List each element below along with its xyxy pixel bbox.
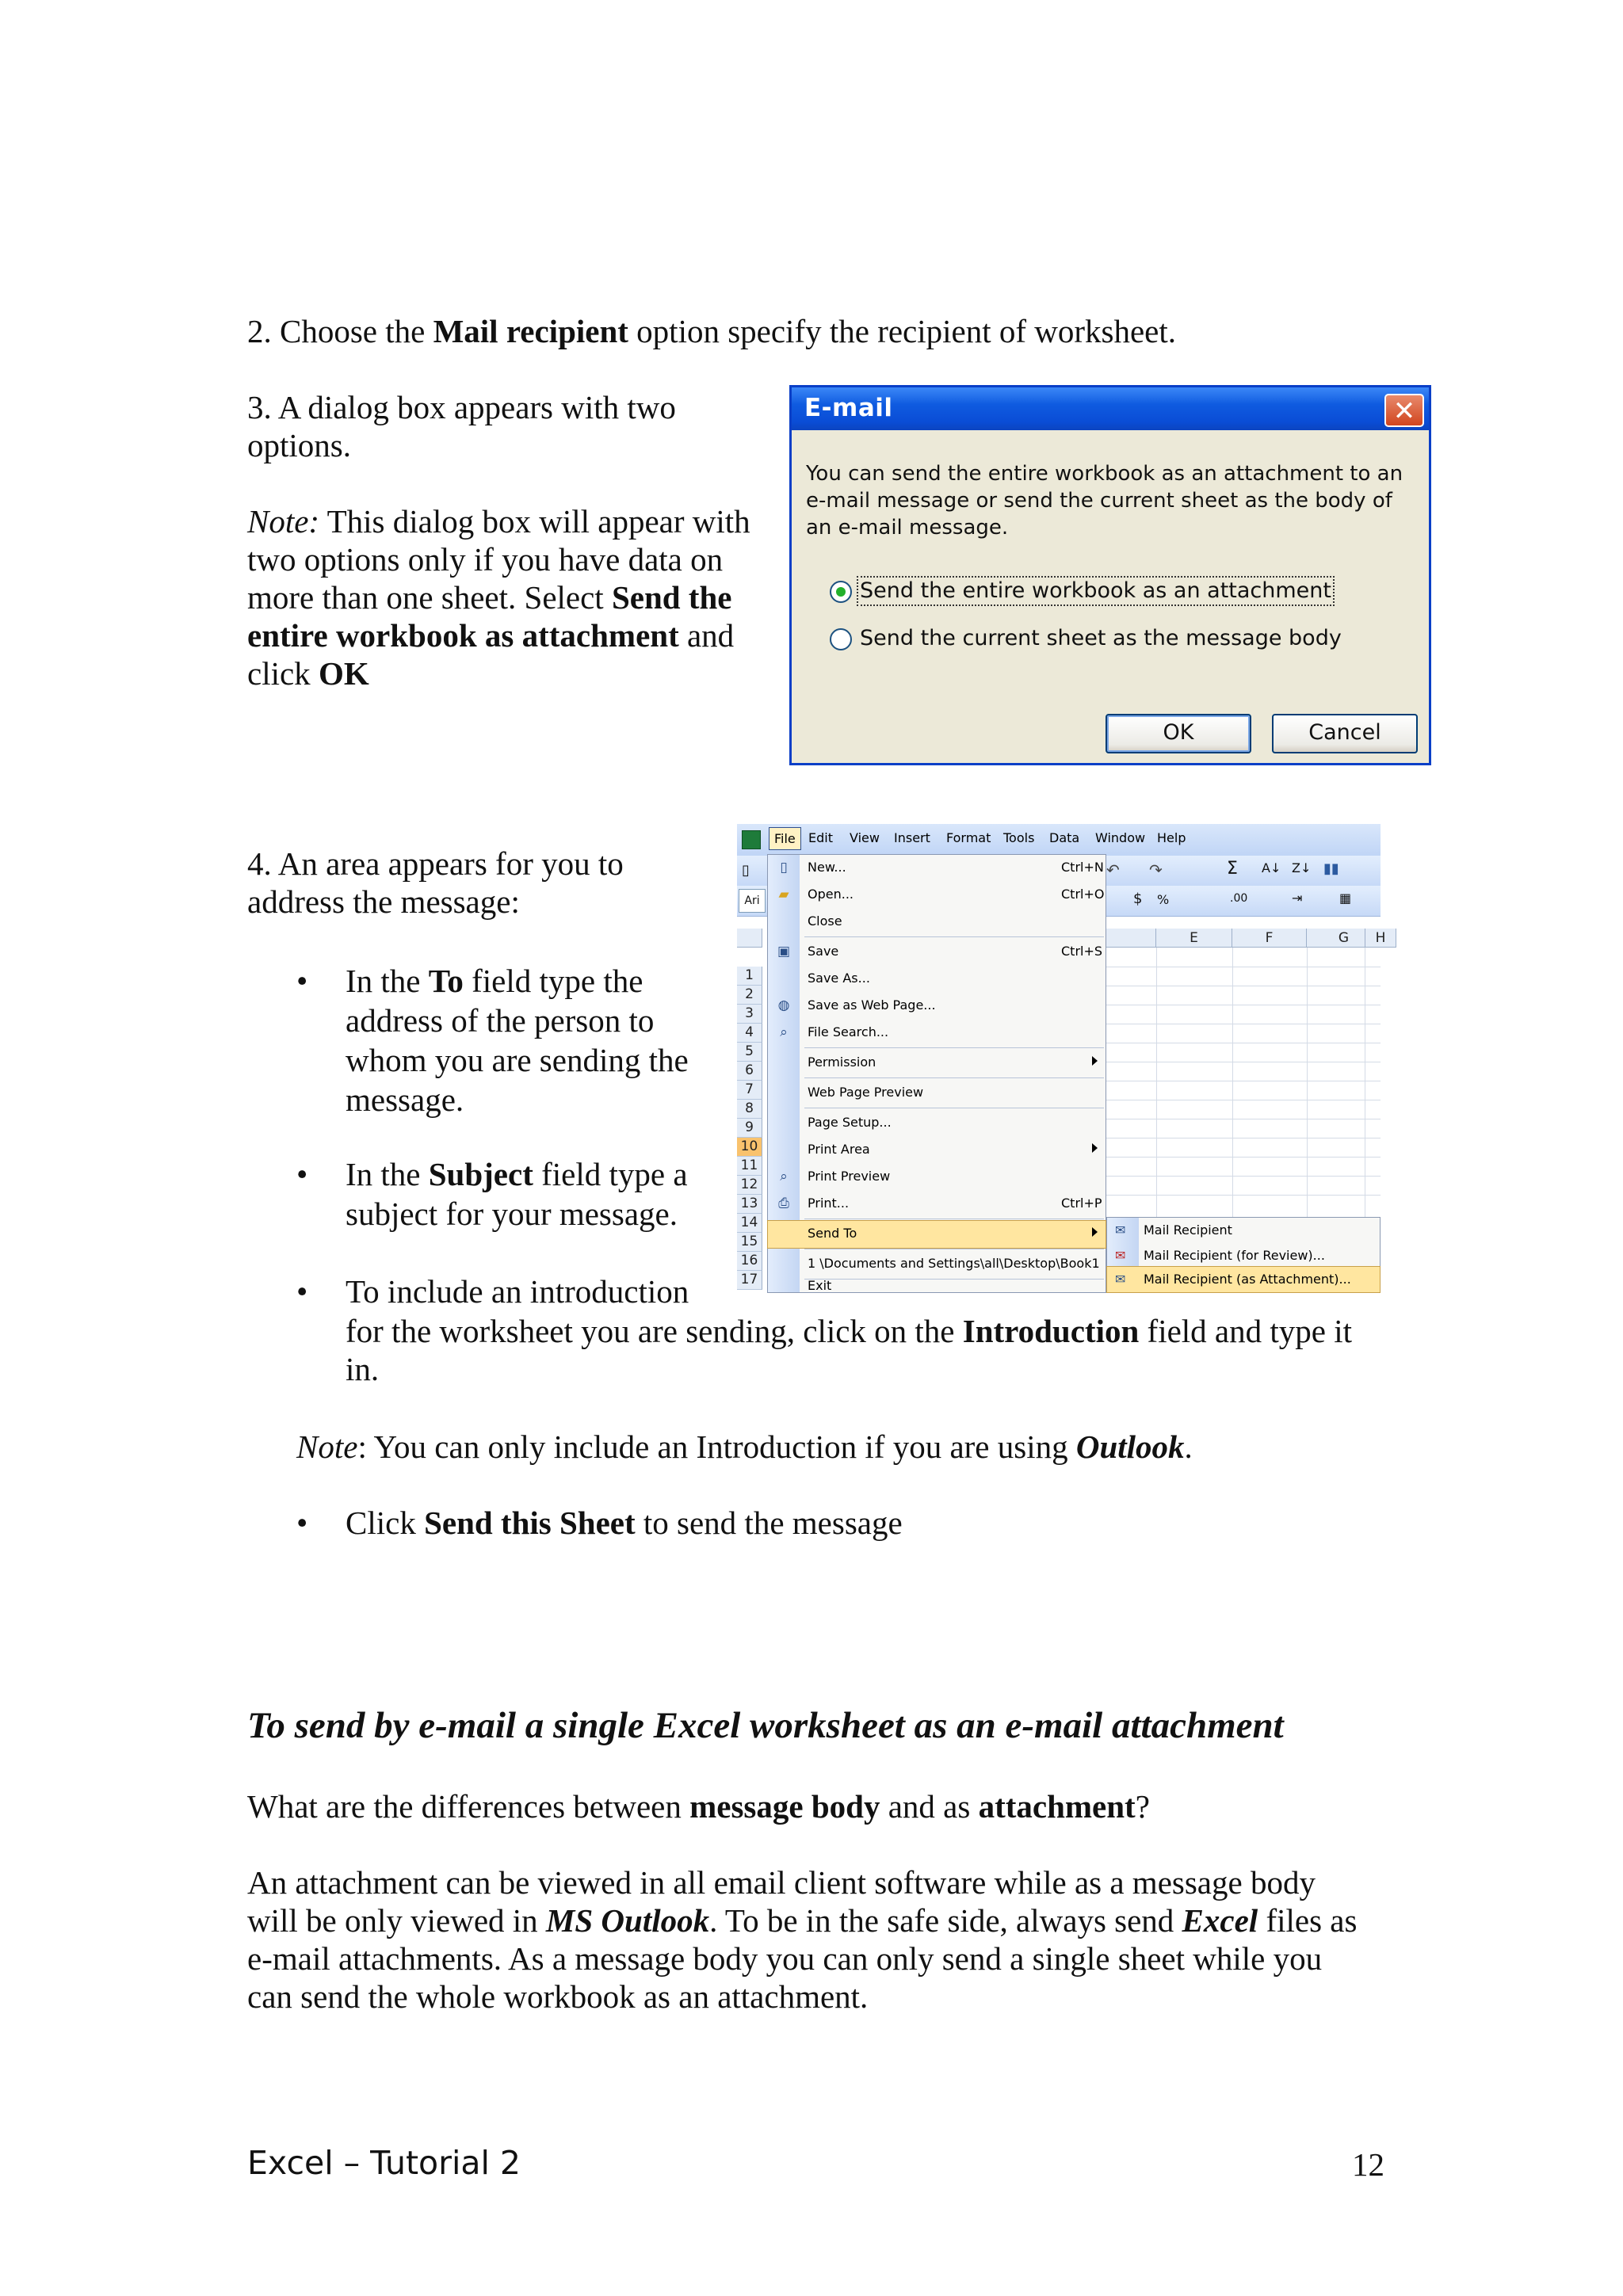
row-header-selected[interactable]: 10 bbox=[737, 1138, 762, 1157]
dialog-titlebar bbox=[792, 387, 1429, 430]
menu-item-print[interactable]: ⎙ Print... Ctrl+P bbox=[768, 1191, 1106, 1218]
option-attachment-label[interactable]: Send the entire workbook as an attachment bbox=[860, 578, 1331, 603]
search-icon: ⌕ bbox=[780, 1024, 788, 1040]
menu-item-send-to[interactable]: Send To bbox=[768, 1221, 1106, 1248]
select-all-corner[interactable] bbox=[737, 929, 762, 948]
menu-item-close[interactable]: Close bbox=[808, 913, 842, 929]
menu-window[interactable]: Window bbox=[1095, 830, 1146, 845]
page-number: 12 bbox=[1352, 2146, 1384, 2183]
submenu-mail-recipient[interactable]: ✉ Mail Recipient bbox=[1115, 1222, 1232, 1238]
row-header[interactable]: 17 bbox=[737, 1271, 762, 1290]
bullet-to-field: In the To field type the address of the person to whom you are sending the message. bbox=[346, 963, 689, 1118]
mail-recipient-icon: ✉ bbox=[1115, 1222, 1126, 1238]
menu-help[interactable]: Help bbox=[1157, 830, 1186, 845]
dialog-title: E-mail bbox=[804, 394, 893, 422]
menu-item-web-page-preview[interactable]: Web Page Preview bbox=[808, 1085, 924, 1100]
row-header[interactable]: 15 bbox=[737, 1233, 762, 1252]
bullet-icon: • bbox=[296, 1505, 308, 1541]
email-dialog bbox=[789, 385, 1431, 765]
bullet-icon: • bbox=[296, 1273, 308, 1310]
row-header[interactable]: 6 bbox=[737, 1062, 762, 1081]
step-3-note: Note: This dialog box will appear with two options only if you have data on more than one sheet. Select Send the entire workbook as attachment and click OK bbox=[247, 503, 750, 692]
row-header[interactable]: 14 bbox=[737, 1214, 762, 1233]
column-header[interactable] bbox=[1098, 929, 1156, 948]
excel-menubar bbox=[737, 824, 1381, 856]
menu-item-permission[interactable]: Permission bbox=[768, 1050, 1106, 1077]
step-2-text: 2. Choose the Mail recipient option specify the recipient of worksheet. bbox=[247, 313, 1177, 349]
menu-tools[interactable]: Tools bbox=[1003, 830, 1035, 845]
row-header[interactable]: 7 bbox=[737, 1081, 762, 1100]
row-header[interactable]: 11 bbox=[737, 1157, 762, 1176]
menu-edit[interactable]: Edit bbox=[808, 830, 833, 845]
menu-item-save-as[interactable]: Save As... bbox=[808, 971, 870, 986]
row-header[interactable]: 4 bbox=[737, 1024, 762, 1043]
row-header[interactable]: 12 bbox=[737, 1176, 762, 1195]
radio-option-attachment[interactable] bbox=[830, 581, 852, 603]
submenu-arrow-icon bbox=[1092, 1143, 1098, 1153]
excel-app-icon bbox=[742, 830, 761, 849]
menu-format[interactable]: Format bbox=[946, 830, 991, 845]
menu-file[interactable]: File bbox=[769, 827, 801, 850]
step-4-text: 4. An area appears for you to address the message: bbox=[247, 845, 624, 920]
increase-decimal-icon[interactable]: .00 bbox=[1230, 892, 1248, 905]
row-header[interactable]: 16 bbox=[737, 1252, 762, 1271]
differences-paragraph: An attachment can be viewed in all email client software while as a message body will be only viewed in MS Outlook. To be in the safe side, always send Excel files as e-mail attachments. As a message body you can only send a single sheet while you can send the whole workbook as an attachment. bbox=[247, 1864, 1358, 2015]
submenu-arrow-icon bbox=[1092, 1227, 1098, 1237]
bullet-icon: • bbox=[296, 1156, 308, 1192]
chart-icon[interactable]: ▮▮ bbox=[1323, 860, 1339, 877]
menu-item-new[interactable]: ▯ New... Ctrl+N bbox=[768, 855, 1106, 882]
menu-item-recent-file[interactable]: 1 \Documents and Settings\all\Desktop\Book1 bbox=[808, 1256, 1100, 1271]
menu-item-exit[interactable]: Exit bbox=[808, 1278, 832, 1293]
section-heading: To send by e-mail a single Excel worksheet as an e-mail attachment bbox=[247, 1705, 1284, 1746]
dialog-message: You can send the entire workbook as an attachment to an e-mail message or send the current sheet as the body of an e-mail message. bbox=[806, 462, 1403, 540]
new-document-icon[interactable]: ▯ bbox=[742, 862, 750, 879]
redo-icon[interactable]: ↷ bbox=[1149, 860, 1163, 879]
menu-item-print-preview[interactable]: ⌕ Print Preview bbox=[768, 1164, 1106, 1191]
send-to-submenu bbox=[1106, 1217, 1381, 1293]
autosum-icon[interactable]: Σ bbox=[1227, 859, 1238, 879]
bullet-send-sheet: Click Send this Sheet to send the message bbox=[346, 1505, 903, 1541]
column-header-f[interactable]: F bbox=[1232, 929, 1307, 948]
font-name-box[interactable]: Ari bbox=[739, 889, 766, 913]
radio-option-message-body[interactable] bbox=[830, 628, 852, 650]
row-header[interactable]: 1 bbox=[737, 967, 762, 986]
submenu-arrow-icon bbox=[1092, 1056, 1098, 1066]
file-menu bbox=[767, 854, 1106, 1293]
menu-item-open[interactable]: ▰ Open... Ctrl+O bbox=[768, 882, 1106, 909]
ok-button[interactable]: OK bbox=[1106, 714, 1251, 753]
menu-insert[interactable]: Insert bbox=[894, 830, 930, 845]
print-preview-icon: ⌕ bbox=[780, 1169, 788, 1184]
save-icon: ▣ bbox=[777, 944, 791, 959]
review-mail-icon: ✉ bbox=[1115, 1248, 1126, 1263]
row-header[interactable]: 8 bbox=[737, 1100, 762, 1119]
option-message-body-label[interactable]: Send the current sheet as the message body bbox=[860, 626, 1342, 650]
indent-icon[interactable]: ⇥ bbox=[1292, 891, 1303, 906]
currency-icon[interactable]: $ bbox=[1133, 891, 1143, 907]
sort-descending-icon[interactable]: Z↓ bbox=[1292, 860, 1312, 875]
row-header[interactable]: 3 bbox=[737, 1005, 762, 1024]
menu-view[interactable]: View bbox=[850, 830, 880, 845]
printer-icon: ⎙ bbox=[778, 1196, 789, 1211]
menu-item-save[interactable]: ▣ Save Ctrl+S bbox=[777, 944, 1103, 959]
menu-item-print-area[interactable]: Print Area bbox=[768, 1137, 1106, 1164]
column-header-g[interactable]: G bbox=[1307, 929, 1381, 948]
submenu-mail-recipient-attachment[interactable]: ✉ Mail Recipient (as Attachment)... bbox=[1107, 1267, 1380, 1292]
menu-item-file-search[interactable]: ⌕ File Search... bbox=[768, 1020, 1106, 1047]
column-header-h[interactable]: H bbox=[1365, 929, 1396, 948]
sort-ascending-icon[interactable]: A↓ bbox=[1262, 860, 1281, 875]
cancel-button[interactable]: Cancel bbox=[1272, 714, 1418, 753]
borders-icon[interactable]: ▦ bbox=[1339, 891, 1352, 906]
menu-item-save-as-web-page[interactable]: ◍ Save as Web Page... bbox=[768, 993, 1106, 1020]
menu-data[interactable]: Data bbox=[1049, 830, 1080, 845]
row-header[interactable]: 5 bbox=[737, 1043, 762, 1062]
attachment-mail-icon: ✉ bbox=[1115, 1272, 1126, 1287]
menu-item-page-setup[interactable]: Page Setup... bbox=[808, 1115, 892, 1130]
open-folder-icon: ▰ bbox=[778, 887, 789, 902]
bullet-icon: • bbox=[296, 963, 308, 999]
row-header[interactable]: 13 bbox=[737, 1195, 762, 1214]
differences-question: What are the differences between message body and as attachment? bbox=[247, 1788, 1150, 1825]
step-3-text: 3. A dialog box appears with two options. bbox=[247, 389, 676, 463]
outlook-note: Note: You can only include an Introduction if you are using Outlook. bbox=[296, 1428, 1193, 1465]
close-icon[interactable]: ✕ bbox=[1384, 394, 1424, 427]
excel-file-menu-screenshot bbox=[737, 824, 1386, 1293]
percent-icon[interactable]: % bbox=[1157, 892, 1170, 907]
column-header-e[interactable]: E bbox=[1156, 929, 1232, 948]
undo-icon[interactable]: ↶ bbox=[1106, 860, 1120, 879]
row-header[interactable]: 9 bbox=[737, 1119, 762, 1138]
bullet-subject-field: In the Subject field type a subject for your message. bbox=[346, 1156, 688, 1232]
footer-title: Excel – Tutorial 2 bbox=[247, 2144, 521, 2182]
web-page-icon: ◍ bbox=[777, 997, 790, 1013]
row-header[interactable]: 2 bbox=[737, 986, 762, 1005]
submenu-mail-recipient-review[interactable]: ✉ Mail Recipient (for Review)... bbox=[1115, 1248, 1325, 1263]
new-file-icon: ▯ bbox=[780, 860, 788, 875]
bullet-introduction-field: To include an introduction for the worksheet you are sending, click on the Introduction field and type it in. bbox=[346, 1273, 1352, 1387]
